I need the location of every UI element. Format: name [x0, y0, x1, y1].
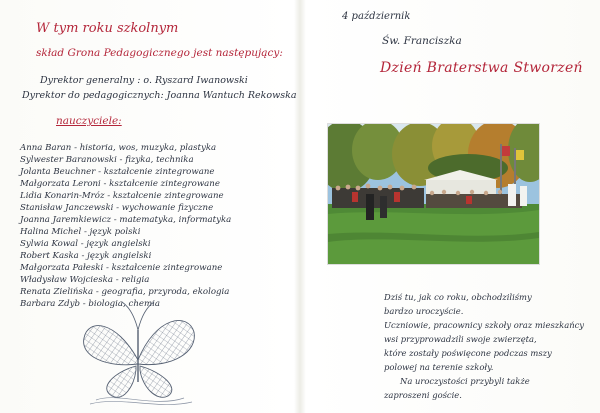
page-subtitle: skład Grona Pedagogicznego jest następujący:	[36, 47, 283, 59]
teacher-entry: Anna Baran - historia, wos, muzyka, plastyka	[20, 143, 217, 153]
note-line: zaproszeni goście.	[384, 390, 462, 400]
butterfly-doodle	[76, 290, 200, 406]
note-line: Na uroczystości przybyli także	[400, 376, 530, 386]
teacher-entry: Małgorzata Leroni - kształcenie zintegrowane	[20, 179, 220, 189]
teacher-entry: Renata Zielińska - geografia, przyroda, ekologia	[20, 287, 230, 297]
teacher-entry: Halina Michel - język polski	[20, 227, 141, 237]
note-line: Uczniowie, pracownicy szkoły oraz mieszkańcy	[384, 320, 585, 330]
director-pedagogical: Dyrektor do pedagogicznych: Joanna Wantuch Rekowska	[22, 90, 297, 101]
note-line: Dziś tu, jak co roku, obchodziliśmy	[384, 292, 532, 302]
outdoor-mass-photo	[327, 123, 540, 265]
feast-title: Dzień Braterstwa Stworzeń	[380, 60, 583, 76]
teacher-entry: Stanisław Janczewski - wychowanie fizyczne	[20, 203, 214, 213]
note-line: wsi przyprowadzili swoje zwierzęta,	[384, 334, 537, 344]
teacher-entry: Sylwia Kowal - język angielski	[20, 239, 151, 249]
teacher-entry: Jolanta Beuchner - kształcenie zintegrowane	[20, 167, 215, 177]
teacher-entry: Barbara Zdyb - biologia, chemia	[20, 299, 160, 309]
note-line: polowej na terenie szkoły.	[384, 362, 494, 372]
teacher-entry: Lidia Konarin-Mróz - kształcenie zintegrowane	[20, 191, 224, 201]
teacher-entry: Sylwester Baranowski - fizyka, technika	[20, 155, 194, 165]
teacher-entry: Robert Kaska - język angielski	[20, 251, 152, 261]
page-title: W tym roku szkolnym	[36, 21, 179, 36]
saint-name: Św. Franciszka	[382, 35, 462, 47]
teachers-heading: nauczyciele:	[56, 115, 122, 127]
event-date: 4 październik	[342, 11, 411, 22]
teacher-entry: Joanna Jaremkiewicz - matematyka, informatyka	[20, 215, 232, 225]
note-line: bardzo uroczyście.	[384, 306, 464, 316]
director-general: Dyrektor generalny : o. Ryszard Iwanowski	[40, 75, 248, 86]
note-line: które zostały poświęcone podczas mszy	[384, 348, 552, 358]
teacher-entry: Władysław Wojcieska - religia	[20, 275, 150, 285]
teacher-entry: Małgorzata Pałeski - kształcenie zintegrowane	[20, 263, 223, 273]
